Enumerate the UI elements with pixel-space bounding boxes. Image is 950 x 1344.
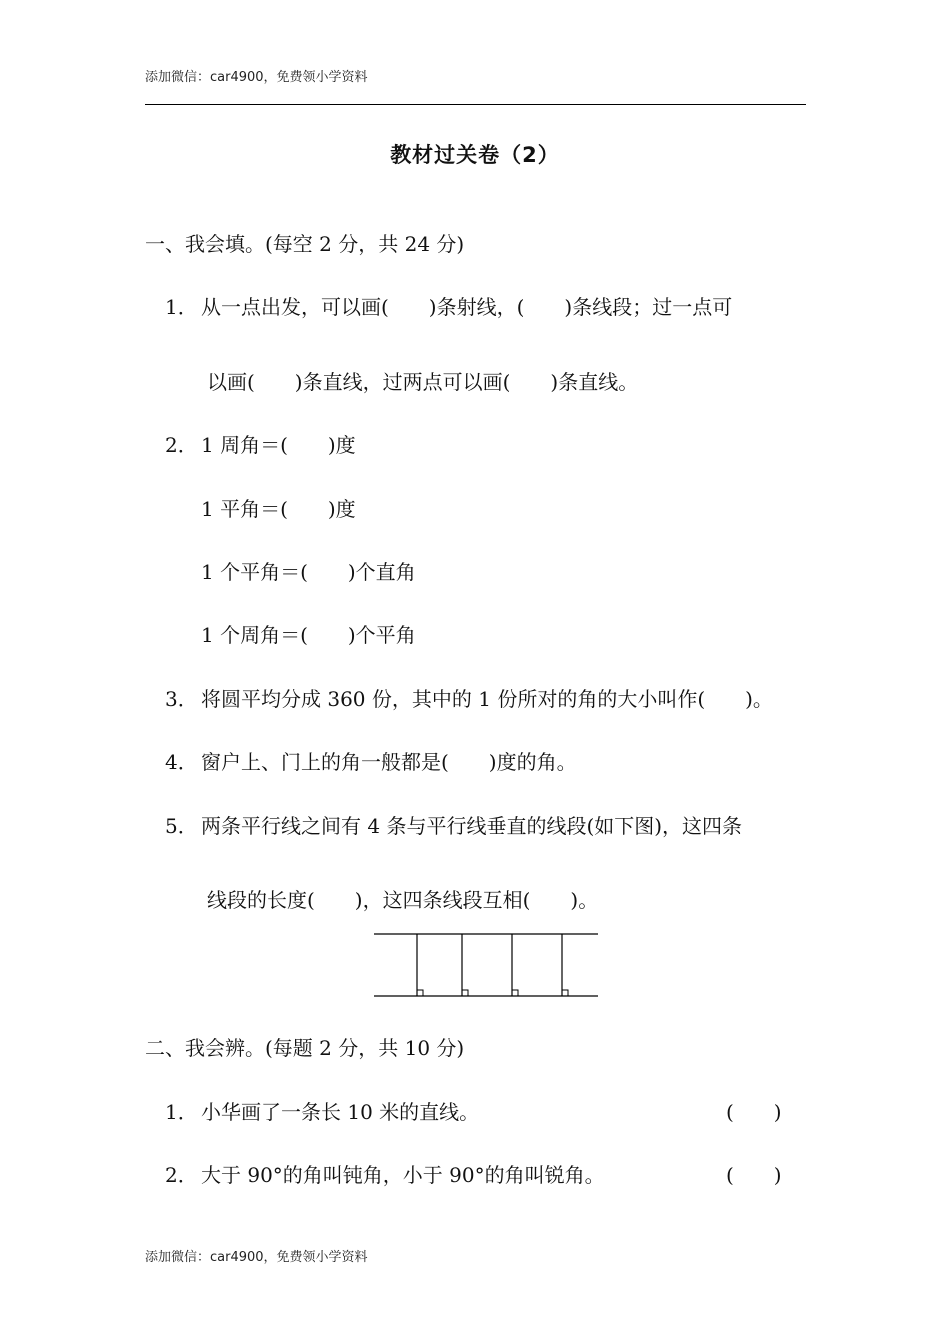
question-3-text: 将圆平均分成 360 份，其中的 1 份所对的角的大小叫作( )。	[201, 687, 773, 711]
question-1-line-2: 以画( )条直线，过两点可以画( )条直线。	[207, 370, 639, 394]
section-1-heading: 一、我会填。(每空 2 分，共 24 分)	[145, 232, 465, 256]
question-4-number: 4．	[165, 750, 198, 774]
question-2-line-2: 1 平角＝( )度	[201, 497, 356, 521]
section-2-heading: 二、我会辨。(每题 2 分，共 10 分)	[145, 1036, 465, 1060]
question-2-line-4: 1 个周角＝( )个平角	[201, 623, 416, 647]
question-1-line-1: 从一点出发，可以画( )条射线，( )条线段；过一点可	[201, 295, 733, 319]
page-title: 教材过关卷（2）	[390, 143, 560, 167]
question-4-text: 窗户上、门上的角一般都是( )度的角。	[201, 750, 577, 774]
judge-1-text: 小华画了一条长 10 米的直线。	[201, 1100, 480, 1124]
parallel-lines-figure	[370, 928, 602, 1002]
question-5-number: 5．	[165, 814, 198, 838]
right-angle-mark-3	[512, 990, 518, 996]
header-divider	[145, 104, 806, 105]
question-2-line-3: 1 个平角＝( )个直角	[201, 560, 416, 584]
right-angle-mark-2	[462, 990, 468, 996]
question-5-line-1: 两条平行线之间有 4 条与平行线垂直的线段(如下图)，这四条	[201, 814, 743, 838]
header-note: 添加微信：car4900，免费领小学资料	[145, 70, 368, 85]
question-1-number: 1．	[165, 295, 198, 319]
right-angle-mark-1	[417, 990, 423, 996]
question-2-line-1: 1 周角＝( )度	[201, 433, 356, 457]
question-5-line-2: 线段的长度( )，这四条线段互相( )。	[207, 888, 599, 912]
judge-2-answer-blank: ( )	[726, 1163, 782, 1187]
right-angle-mark-4	[562, 990, 568, 996]
judge-1-number: 1．	[165, 1100, 198, 1124]
question-2-number: 2．	[165, 433, 198, 457]
footer-note: 添加微信：car4900，免费领小学资料	[145, 1250, 368, 1265]
judge-1-answer-blank: ( )	[726, 1100, 782, 1124]
question-3-number: 3．	[165, 687, 198, 711]
judge-2-number: 2．	[165, 1163, 198, 1187]
judge-2-text: 大于 90°的角叫钝角，小于 90°的角叫锐角。	[201, 1163, 605, 1187]
